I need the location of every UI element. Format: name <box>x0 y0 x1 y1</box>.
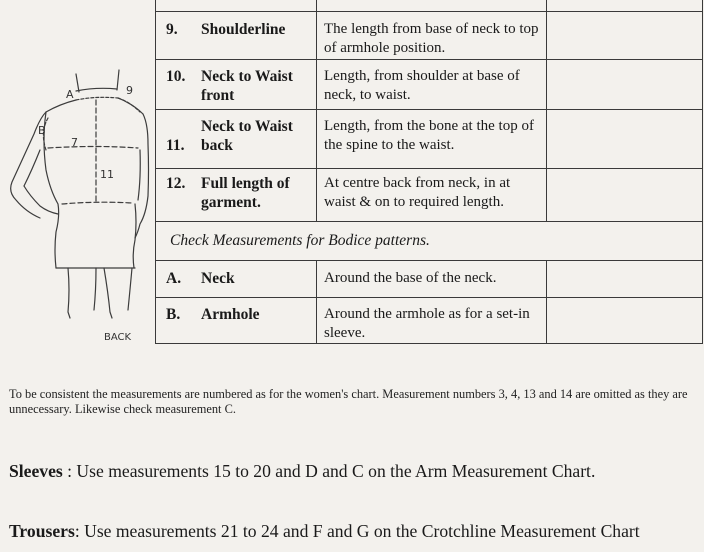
measurement-blank-cell <box>547 261 703 298</box>
table-row <box>156 110 703 169</box>
trousers-text: : Use measurements 21 to 24 and F and G on the Crotchline Measurement Chart <box>74 521 640 541</box>
sleeves-text: : Use measurements 15 to 20 and D and C on the Arm Measurement Chart. <box>62 461 596 481</box>
row-number: 9. <box>166 21 178 38</box>
table-row <box>156 12 703 60</box>
table-row <box>156 261 703 298</box>
mark-11: 11 <box>100 168 114 181</box>
sleeves-label: Sleeves <box>9 461 63 481</box>
row-description: Around the armhole as for a set-in sleeve. <box>324 306 530 341</box>
row-name: Neck to Waist front <box>201 68 293 104</box>
row-number: B. <box>166 306 181 323</box>
sleeves-instruction <box>9 461 595 482</box>
table-row <box>156 169 703 222</box>
table-row <box>156 60 703 110</box>
torso-sketch <box>0 0 156 360</box>
table-row <box>156 0 703 12</box>
row-description: Length, from shoulder at base of neck, to waist. <box>324 68 520 103</box>
mark-a: A <box>66 88 74 101</box>
check-heading-row <box>156 222 703 261</box>
row-name: Neck <box>201 270 235 287</box>
mark-b: B <box>38 124 46 137</box>
row-description: The length from base of neck to top of armhole position. <box>324 21 539 56</box>
row-number: 10. <box>166 68 186 85</box>
back-label: BACK <box>104 332 132 343</box>
mark-9: 9 <box>126 84 133 97</box>
row-number: 11. <box>166 137 185 154</box>
row-number: A. <box>166 270 182 287</box>
measurement-blank-cell <box>547 60 703 110</box>
row-description: Length, from the bone at the top of the spine to the waist. <box>324 118 534 153</box>
measurement-blank-cell <box>547 169 703 222</box>
row-number: 12. <box>166 175 186 192</box>
row-name: Full length of garment. <box>201 175 290 211</box>
measurement-blank-cell <box>547 110 703 169</box>
row-name: Shoulderline <box>201 21 286 38</box>
row-description: At centre back from neck, in at waist & on to required length. <box>324 175 511 210</box>
trousers-instruction <box>9 521 640 542</box>
row-name: Armhole <box>201 306 260 323</box>
back-measurement-figure <box>0 0 156 360</box>
measurement-blank-cell <box>547 12 703 60</box>
table-row <box>156 298 703 344</box>
measurement-blank-cell <box>547 298 703 344</box>
mark-7: 7 <box>71 136 78 149</box>
trousers-label: Trousers <box>9 521 75 541</box>
row-name: Neck to Waist back <box>201 118 293 154</box>
measurement-chart-table <box>155 0 703 344</box>
consistency-note: To be consistent the measurements are numbered as for the women's chart. Measurement numbers 3, 4, 13 and 14 are omitted as they are unnecessary. Likewise check measurement C. <box>9 387 688 416</box>
row-description: Around the base of the neck. <box>324 270 497 286</box>
check-heading: Check Measurements for Bodice patterns. <box>170 232 430 249</box>
